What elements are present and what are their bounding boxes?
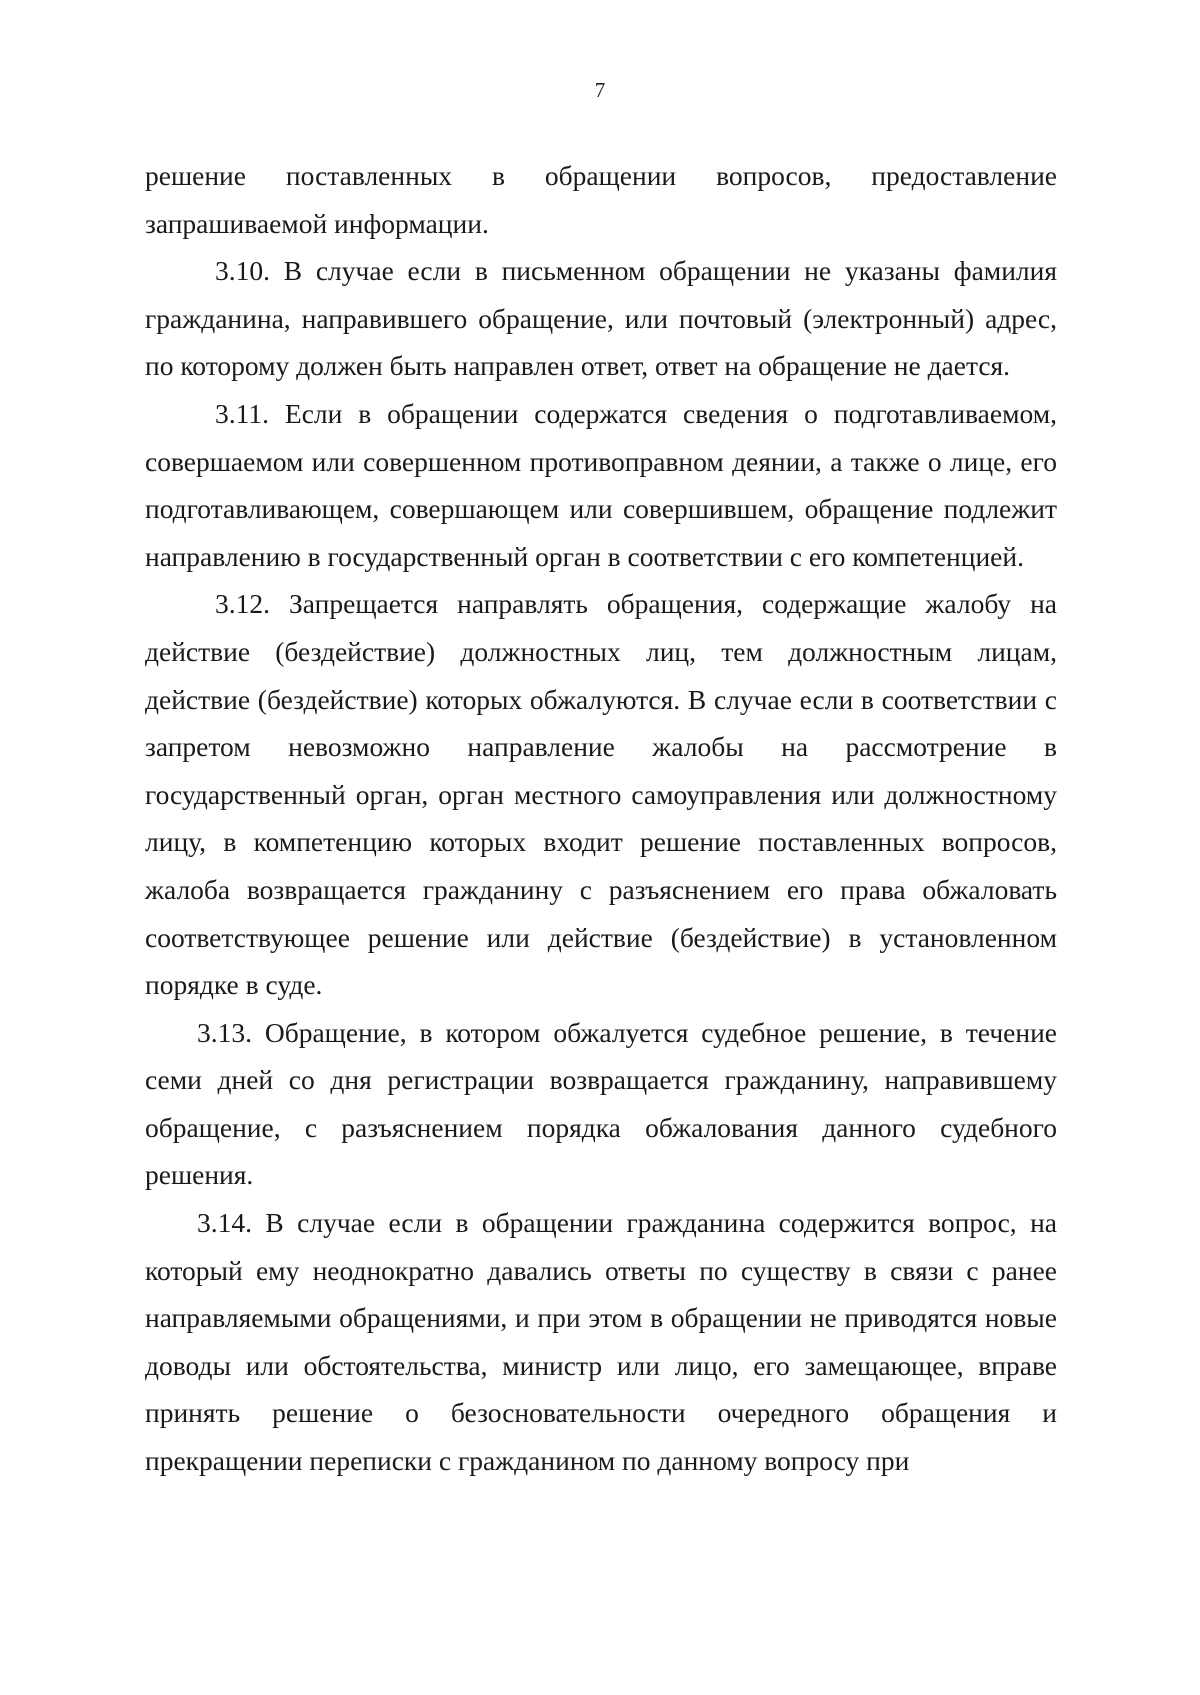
paragraph-3-12: 3.12. Запрещается направлять обращения, содержащие жалобу на действие (бездействие) должностных лиц, тем должностным лицам, действие (бездействие) которых обжалуются. В случае если в соответствии с запретом невозможно направление жалобы на рассмотрение в государственный орган, орган местного самоуправления или должностному лицу, в компетенцию которых входит решение поставленных вопросов, жалоба возвращается гражданину с разъяснением его права обжаловать соответствующее решение или действие (бездействие) в установленном порядке в суде. [145,588,1057,1001]
paragraph-3-14: 3.14. В случае если в обращении гражданина содержится вопрос, на который ему неоднократно давались ответы по существу в связи с ранее направляемыми обращениями, и при этом в обращении не приводятся новые доводы или обстоятельства, министр или лицо, его замещающее, вправе принять решение о безосновательности очередного обращения и прекращении переписки с гражданином по данному вопросу при [145,1207,1057,1477]
paragraph-3-13: 3.13. Обращение, в котором обжалуется судебное решение, в течение семи дней со дня регистрации возвращается гражданину, направившему обращение, с разъяснением порядка обжалования данного судебного решения. [145,1016,1057,1191]
paragraph-continuation: решение поставленных в обращении вопросов, предоставление запрашиваемой информации. [145,160,1057,239]
page-number: 7 [594,78,606,102]
document-body [145,152,1057,1485]
paragraph-3-11: 3.11. Если в обращении содержатся сведения о подготавливаемом, совершаемом или совершенном противоправном деянии, а также о лице, его подготавливающем, совершающем или совершившем, обращение подлежит направлению в государственный орган в соответствии с его компетенцией. [145,397,1057,572]
paragraph-3-10: 3.10. В случае если в письменном обращении не указаны фамилия гражданина, направившего обращение, или почтовый (электронный) адрес, по которому должен быть направлен ответ, ответ на обращение не дается. [145,255,1057,382]
